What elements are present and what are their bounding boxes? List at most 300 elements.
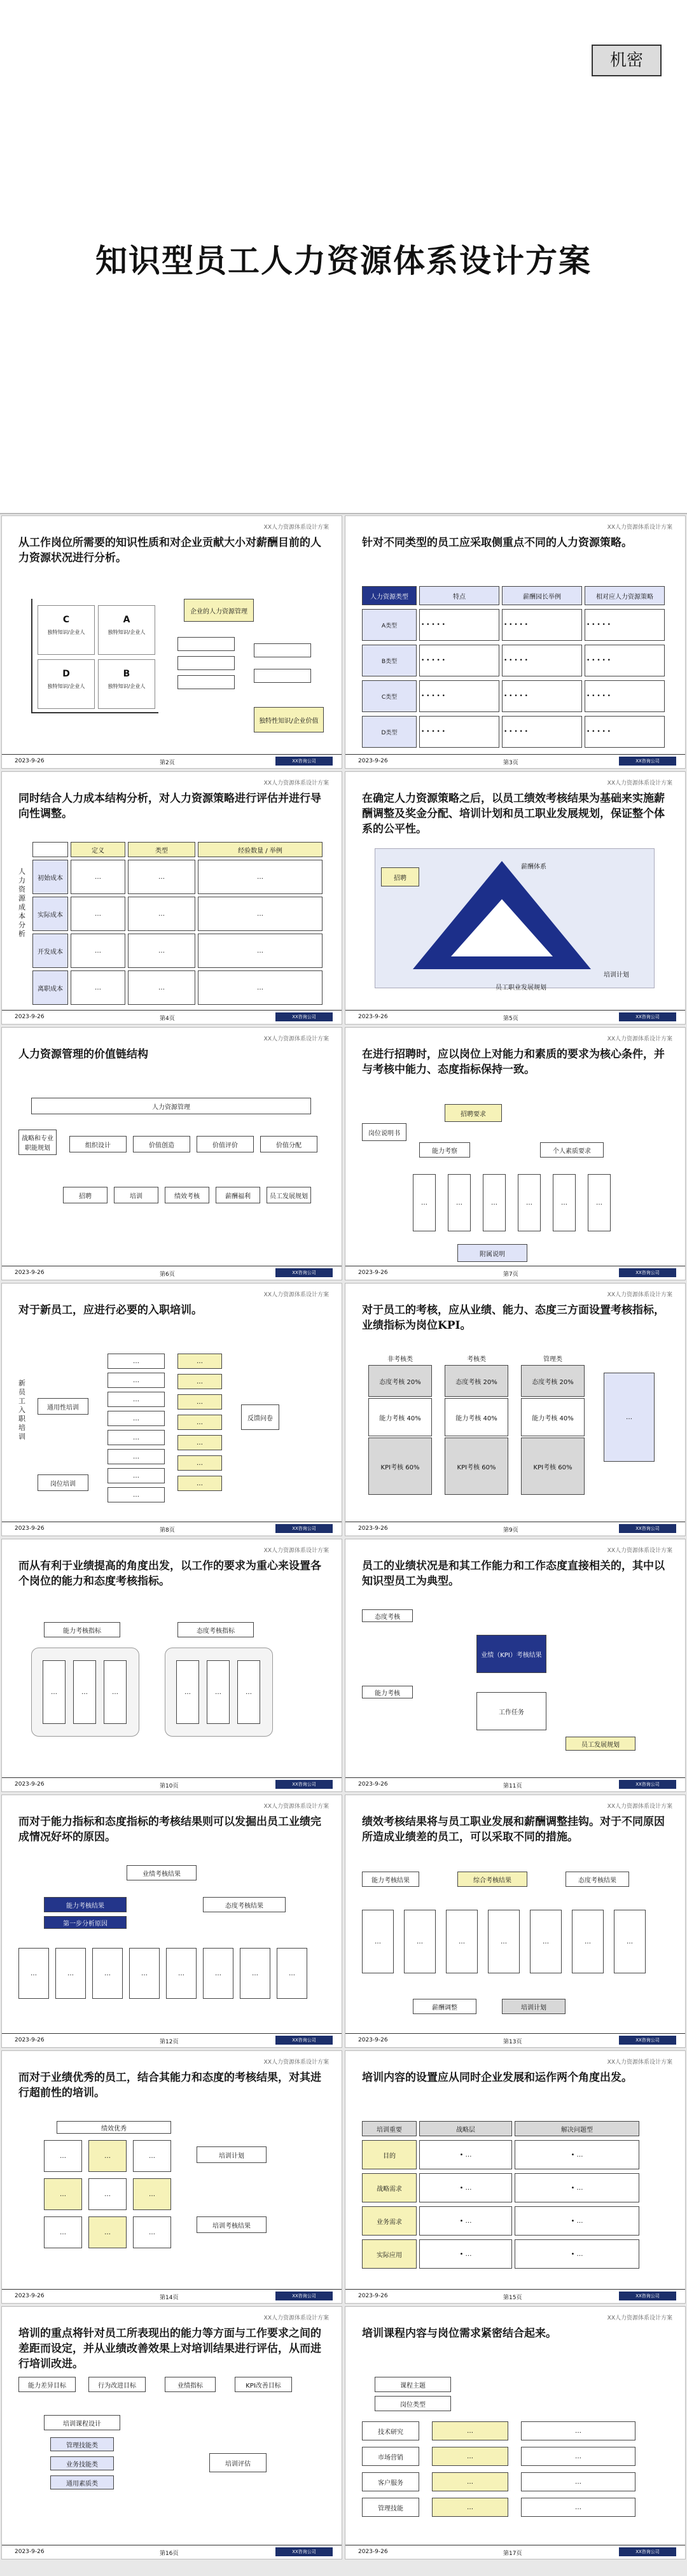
table-cell: • • • • •: [502, 716, 582, 748]
company-logo: XX咨询公司: [619, 1012, 676, 1021]
matrix-cell: …: [44, 2178, 82, 2210]
slide-heading: 培训内容的设置应从同时企业发展和运作两个角度出发。: [362, 2071, 632, 2084]
attitude-block: 态度考核 20%: [368, 1365, 432, 1397]
slide-page: [1, 771, 342, 1025]
slide-footer: [345, 1777, 685, 1791]
slide-body: [362, 1609, 672, 1772]
factor-box: …: [240, 1948, 270, 1999]
slide-heading: 培训的重点将针对员工所表现出的能力等方面与工作要求之间的差距而设定，并从业绩改善效果上对培训结果进行评估，从而进行培训改进。: [18, 2327, 321, 2370]
table-cell: D类型: [362, 716, 417, 748]
table-cell: • • • • •: [585, 609, 665, 641]
table-header: 人力资源类型: [362, 586, 417, 605]
role-box: 管理技能: [362, 2498, 419, 2517]
attitude-block: 态度考核 20%: [445, 1365, 508, 1397]
slide-heading: 对于新员工，应进行必要的入职培训。: [18, 1304, 202, 1317]
slide-footer: [345, 2289, 685, 2303]
ability-block: 能力考核 40%: [445, 1398, 508, 1436]
slide-page-number: 第12页: [160, 2039, 179, 2045]
diagram-box: [254, 643, 311, 657]
topic-box: …: [108, 1449, 165, 1464]
slide-footer: [2, 2289, 342, 2303]
table-header: 定义: [71, 842, 125, 857]
diagram-box: [254, 669, 311, 683]
slide-page: [1, 1795, 342, 2048]
slide-tag: XX人力资源体系设计方案: [607, 2059, 672, 2066]
recruit-box: 招聘: [381, 867, 419, 886]
company-logo: XX咨询公司: [275, 757, 333, 766]
detail-box: …: [521, 2421, 635, 2440]
slide-body: [362, 1354, 672, 1516]
triangle-label: 薪酬体系: [521, 864, 546, 871]
role-header: 岗位类型: [375, 2396, 451, 2411]
measure-box: …: [446, 1910, 478, 1973]
matrix-cell: …: [44, 2140, 82, 2172]
quadrant-letter: A: [123, 615, 130, 625]
slide-heading: 在进行招聘时，应以岗位上对能力和素质的要求为核心条件，并与考核中能力、态度指标保持一致。: [362, 1048, 665, 1076]
table-cell: • • • • •: [502, 609, 582, 641]
slide-footer: [345, 1266, 685, 1280]
indicator-box: …: [104, 1660, 127, 1724]
category-box: 管理技能类: [50, 2437, 114, 2451]
slide-page: [345, 1283, 686, 1536]
table-cell: • • • • •: [419, 716, 499, 748]
slide-body: [362, 842, 672, 1005]
slide-heading: 绩效考核结果将与员工职业发展和薪酬调整挂钩。对于不同原因所造成业绩差的员工，可以采取不同的措施。: [362, 1816, 665, 1844]
company-logo: XX咨询公司: [275, 2036, 333, 2045]
factor-box: …: [55, 1948, 86, 1999]
table-cell: • …: [419, 2140, 512, 2169]
table-cell: …: [198, 934, 323, 968]
factor-box: …: [92, 1948, 123, 1999]
ability-box: 能力考察: [419, 1142, 470, 1158]
company-logo: XX咨询公司: [275, 2292, 333, 2300]
table-header: 类型: [128, 842, 195, 857]
table-cell: …: [128, 897, 195, 931]
measure-box: …: [362, 1910, 394, 1973]
table-cell: 实际应用: [362, 2239, 417, 2269]
company-logo: XX咨询公司: [619, 2036, 676, 2045]
table-cell: 目的: [362, 2140, 417, 2169]
quadrant-label: 独特知识/企业人: [47, 629, 85, 635]
quadrant-label: 独特知识/企业人: [108, 629, 146, 635]
table-header: 解决问题型: [515, 2121, 639, 2136]
quadrant-letter: D: [62, 669, 70, 679]
slide-date: 2023-9-26: [15, 2293, 45, 2299]
slide-page-number: 第4页: [160, 1016, 175, 1022]
column-label: 非考核类: [387, 1356, 413, 1363]
slide-heading: 同时结合人力成本结构分析，对人力资源策略进行评估并进行导向性调整。: [18, 792, 321, 820]
slide-body: [362, 2121, 672, 2284]
content-box: …: [177, 1394, 222, 1410]
indicator-box: …: [176, 1660, 199, 1724]
slide-body: [362, 586, 672, 749]
table-cell: • …: [515, 2239, 639, 2269]
matrix-cell: …: [88, 2216, 127, 2248]
slide-footer: [2, 1522, 342, 1536]
indicator-box: …: [73, 1660, 96, 1724]
table-cell: …: [128, 934, 195, 968]
quality-box: 个人素质要求: [540, 1142, 604, 1158]
table-cell: …: [71, 897, 125, 931]
quadrant-label: 独特知识/企业人: [47, 683, 85, 689]
slide-tag: XX人力资源体系设计方案: [607, 1803, 672, 1810]
attitude-result: 态度考核结果: [566, 1872, 629, 1887]
content-box: …: [177, 1415, 222, 1430]
matrix-cell: …: [133, 2216, 171, 2248]
slide-body: [18, 2121, 329, 2284]
slide-page: [1, 2050, 342, 2304]
general-training: 通用性培训: [38, 1398, 88, 1415]
indicator-box: …: [237, 1660, 260, 1724]
slide-footer: [2, 2033, 342, 2047]
slide-footer: [345, 1010, 685, 1024]
measure-box: …: [572, 1910, 604, 1973]
table-cell: • • • • •: [585, 716, 665, 748]
matrix-cell: …: [88, 2178, 127, 2210]
slide-heading: 针对不同类型的员工应采取侧重点不同的人力资源策略。: [362, 536, 632, 549]
table-cell: • • • • •: [585, 680, 665, 712]
kpi-block: KPI考核 60%: [445, 1438, 508, 1495]
role-box: 技术研究: [362, 2421, 419, 2440]
slide-heading: 培训课程内容与岗位需求紧密结合起来。: [362, 2327, 557, 2340]
slide-page-number: 第9页: [503, 1527, 518, 1534]
slide-date: 2023-9-26: [358, 1525, 388, 1532]
table-cell: • • • • •: [585, 645, 665, 676]
development-box: 员工发展规划: [566, 1737, 635, 1751]
table-cell: 实际成本: [32, 897, 68, 931]
slide-date: 2023-9-26: [15, 758, 45, 764]
slide-page-number: 第17页: [503, 2551, 522, 2557]
table-cell: …: [71, 970, 125, 1005]
table-cell: • …: [515, 2173, 639, 2202]
content-box: …: [177, 1374, 222, 1389]
result-box: 培训考核结果: [197, 2216, 267, 2233]
strategy-box: 战略和专业职能规划: [18, 1130, 57, 1155]
topic-box: …: [108, 1354, 165, 1369]
table-cell: 初始成本: [32, 860, 68, 894]
slide-heading: 人力资源管理的价值链结构: [18, 1048, 148, 1061]
slide-page-number: 第16页: [160, 2551, 179, 2557]
attitude-indicators: 态度考核指标: [177, 1622, 254, 1637]
slide-heading: 员工的业绩状况是和其工作能力和工作态度直接相关的，其中以知识型员工为典型。: [362, 1560, 665, 1588]
table-cell: • • • • •: [502, 680, 582, 712]
attitude-label: 态度考核: [362, 1609, 413, 1622]
slide-date: 2023-9-26: [15, 1270, 45, 1276]
category-box: 通用素质类: [50, 2475, 114, 2489]
kpi-block: KPI考核 60%: [521, 1438, 585, 1495]
slide-page-number: 第6页: [160, 1271, 175, 1278]
slide-tag: XX人力资源体系设计方案: [263, 1803, 329, 1810]
slide-body: [18, 1098, 329, 1261]
ability-block: 能力考核 40%: [521, 1398, 585, 1436]
triangle-label: 员工职业发展规划: [496, 984, 546, 991]
course-box: …: [432, 2498, 508, 2517]
slide-date: 2023-9-26: [358, 758, 388, 764]
slide-page-number: 第10页: [160, 1783, 179, 1789]
slide-page-number: 第15页: [503, 2295, 522, 2301]
table-header: 相对应人力资源策略: [585, 586, 665, 605]
company-logo: XX咨询公司: [275, 1268, 333, 1277]
vertical-label: 新员工入职培训: [18, 1379, 25, 1441]
matrix-cell: …: [133, 2178, 171, 2210]
company-logo: XX咨询公司: [619, 2292, 676, 2300]
slide-page: [1, 1283, 342, 1536]
slide-date: 2023-9-26: [358, 2549, 388, 2555]
slide-heading: 从工作岗位所需要的知识性质和对企业贡献大小对薪酬目前的人力资源状况进行分析。: [18, 536, 321, 564]
slide-heading: 而对于能力指标和态度指标的考核结果则可以发掘出员工业绩完成情况好坏的原因。: [18, 1816, 321, 1844]
quadrant-letter: B: [123, 669, 130, 679]
ability-indicators: 能力考核指标: [44, 1622, 120, 1637]
cover-page: [0, 0, 687, 514]
slide-heading: 而从有利于业绩提高的角度出发，以工作的要求为重心来设置各个岗位的能力和态度考核指标。: [18, 1560, 321, 1588]
slide-page: [345, 2050, 686, 2304]
slide-date: 2023-9-26: [15, 1525, 45, 1532]
slide-date: 2023-9-26: [15, 1014, 45, 1020]
indicator-box: …: [207, 1660, 230, 1724]
slide-heading: 而对于业绩优秀的员工，结合其能力和态度的考核结果，对其进行超前性的培训。: [18, 2071, 321, 2099]
table-cell: …: [71, 860, 125, 894]
factor-box: …: [166, 1948, 197, 1999]
content-box: …: [177, 1476, 222, 1491]
slide-tag: XX人力资源体系设计方案: [607, 524, 672, 531]
topic-box: …: [108, 1411, 165, 1426]
slide-date: 2023-9-26: [358, 1781, 388, 1788]
slide-heading: 对于员工的考核，应从业绩、能力、态度三方面设置考核指标，业绩指标为岗位KPI。: [362, 1304, 665, 1332]
table-cell: B类型: [362, 645, 417, 676]
category-box: 业务技能类: [50, 2456, 114, 2470]
table-cell: …: [198, 860, 323, 894]
task-box: 工作任务: [476, 1692, 546, 1730]
table-cell: …: [198, 970, 323, 1005]
slide-body: [18, 2377, 329, 2540]
note-box: 附属说明: [457, 1244, 527, 1262]
company-logo: XX咨询公司: [619, 757, 676, 766]
slide-heading: 在确定人力资源策略之后，以员工绩效考核结果为基础来实施薪酬调整及奖金分配、培训计划和员工职业发展规划，保证整个体系的公平性。: [362, 792, 665, 836]
slide-tag: XX人力资源体系设计方案: [263, 1548, 329, 1554]
side-label: 人力资源成本分析: [18, 867, 25, 938]
slide-page-number: 第11页: [503, 1783, 522, 1789]
slide-tag: XX人力资源体系设计方案: [263, 1036, 329, 1042]
topic-box: …: [108, 1487, 165, 1502]
ability-label: 能力考核: [362, 1686, 413, 1698]
training-box: 培训计划: [502, 1999, 566, 2014]
table-cell: • …: [419, 2173, 512, 2202]
ability-block: 能力考核 40%: [368, 1398, 432, 1436]
chain-step: 价值评价: [197, 1136, 254, 1152]
slide-tag: XX人力资源体系设计方案: [263, 2059, 329, 2066]
course-box: …: [432, 2421, 508, 2440]
quadrant-cell: [98, 605, 155, 655]
function-box: 员工发展规划: [267, 1187, 311, 1203]
table-header: 薪酬园长举例: [502, 586, 582, 605]
composite-result: 综合考核结果: [457, 1872, 527, 1887]
start-box: 岗位说明书: [362, 1123, 406, 1141]
company-logo: XX咨询公司: [275, 1012, 333, 1021]
topic-header: 课程主题: [375, 2377, 451, 2392]
table-cell: …: [128, 970, 195, 1005]
detail-box: …: [521, 2498, 635, 2517]
confidential-stamp: 机密: [592, 45, 662, 76]
requirement-box: 招聘要求: [445, 1104, 502, 1122]
detail-box: …: [521, 2447, 635, 2466]
factor-box: …: [203, 1948, 233, 1999]
matrix-cell: …: [133, 2140, 171, 2172]
slide-body: [18, 1609, 329, 1772]
detail-box: …: [521, 2472, 635, 2491]
slide-tag: XX人力资源体系设计方案: [263, 780, 329, 787]
slide-tag: XX人力资源体系设计方案: [607, 2315, 672, 2321]
function-box: 招聘: [63, 1187, 108, 1203]
slide-page-number: 第14页: [160, 2295, 179, 2301]
slide-footer: [2, 1010, 342, 1024]
slide-footer: [2, 2545, 342, 2559]
slide-tag: XX人力资源体系设计方案: [263, 524, 329, 531]
role-box: 客户服务: [362, 2472, 419, 2491]
attitude-block: 态度考核 20%: [521, 1365, 585, 1397]
slide-footer: [2, 1266, 342, 1280]
slide-body: [362, 1865, 672, 2028]
table-cell: • …: [419, 2239, 512, 2269]
company-logo: XX咨询公司: [619, 1780, 676, 1789]
slide-footer: [2, 754, 342, 768]
analysis-step: 第一步分析原因: [44, 1916, 127, 1929]
table-header: 战略层: [419, 2121, 512, 2136]
slide-body: [18, 842, 329, 1005]
table-cell: • • • • •: [502, 645, 582, 676]
detail-box: …: [413, 1174, 436, 1231]
column-label: 考核类: [467, 1356, 486, 1363]
factor-box: …: [18, 1948, 49, 1999]
slide-body: [18, 1354, 329, 1516]
gap-box: 能力差异目标: [18, 2377, 76, 2392]
course-design: 培训课程设计: [44, 2415, 120, 2430]
quadrant-label: 独特知识/企业人: [108, 683, 146, 689]
table-cell: • • • • •: [419, 609, 499, 641]
slide-body: [18, 586, 329, 749]
slide-footer: [345, 1522, 685, 1536]
slide-tag: XX人力资源体系设计方案: [607, 1548, 672, 1554]
table-header: 经验数量 / 举例: [198, 842, 323, 857]
slide-page-number: 第5页: [503, 1016, 518, 1022]
function-box: 培训: [114, 1187, 158, 1203]
slide-page: [1, 515, 342, 769]
kpi-box: KPI改善目标: [235, 2377, 292, 2392]
detail-box: …: [483, 1174, 506, 1231]
detail-box: …: [588, 1174, 611, 1231]
measure-box: …: [404, 1910, 436, 1973]
matrix-cell: …: [44, 2216, 82, 2248]
measure-box: …: [488, 1910, 520, 1973]
slide-page: [345, 1795, 686, 2048]
chain-step: 价值分配: [260, 1136, 317, 1152]
slide-footer: [345, 2033, 685, 2047]
slide-footer: [2, 1777, 342, 1791]
column-label: 管理类: [543, 1356, 562, 1363]
quadrant-letter: C: [62, 615, 70, 625]
ability-result: 能力考核结果: [44, 1897, 127, 1912]
factor-box: …: [277, 1948, 307, 1999]
company-logo: XX咨询公司: [275, 1780, 333, 1789]
slide-date: 2023-9-26: [15, 2549, 45, 2555]
topic-box: …: [108, 1430, 165, 1445]
slide-page-number: 第7页: [503, 1271, 518, 1278]
slide-page: [1, 1539, 342, 1792]
table-cell: …: [198, 897, 323, 931]
diagram-box: [177, 637, 235, 651]
table-cell: • …: [515, 2206, 639, 2236]
table-cell: 战略需求: [362, 2173, 417, 2202]
attitude-result: 态度考核结果: [203, 1897, 286, 1912]
callout-box: 独特性知识/企业价值: [254, 707, 324, 732]
detail-box: …: [448, 1174, 471, 1231]
triangle-label: 培训计划: [604, 972, 629, 979]
note-box: …: [604, 1373, 655, 1462]
slide-page-number: 第3页: [503, 760, 518, 766]
slide-date: 2023-9-26: [358, 1014, 388, 1020]
slide-footer: [345, 2545, 685, 2559]
slide-page: [345, 2306, 686, 2559]
ability-result: 能力考核结果: [362, 1872, 419, 1887]
table-cell: 离职成本: [32, 970, 68, 1005]
quadrant-cell: [38, 659, 95, 709]
detail-box: …: [518, 1174, 541, 1231]
slide-page-number: 第8页: [160, 1527, 175, 1534]
course-box: …: [432, 2472, 508, 2491]
table-cell: …: [128, 860, 195, 894]
slide-page: [1, 2306, 342, 2559]
kpi-block: KPI考核 60%: [368, 1438, 432, 1495]
kpi-result: 业绩（KPI）考核结果: [476, 1635, 546, 1673]
table-cell: 业务需求: [362, 2206, 417, 2236]
triangle-label: 绩效考核: [492, 934, 518, 941]
slide-tag: XX人力资源体系设计方案: [607, 1292, 672, 1298]
diagram-box: [177, 675, 235, 689]
salary-box: 薪酬调整: [413, 1999, 476, 2014]
table-cell: • • • • •: [419, 645, 499, 676]
slide-page: [345, 515, 686, 769]
slide-tag: XX人力资源体系设计方案: [607, 780, 672, 787]
function-box: 绩效考核: [165, 1187, 209, 1203]
evaluation-box: 培训评估: [209, 2453, 267, 2472]
course-box: …: [432, 2447, 508, 2466]
slide-date: 2023-9-26: [15, 2037, 45, 2043]
factor-box: …: [129, 1948, 160, 1999]
content-box: …: [177, 1455, 222, 1471]
table-cell: A类型: [362, 609, 417, 641]
plan-box: 培训计划: [197, 2146, 267, 2163]
slide-page-number: 第2页: [160, 760, 175, 766]
slide-date: 2023-9-26: [15, 1781, 45, 1788]
table-header: [32, 842, 68, 857]
table-cell: • …: [419, 2206, 512, 2236]
topic-box: …: [108, 1468, 165, 1483]
content-box: …: [177, 1354, 222, 1369]
measure-box: …: [614, 1910, 646, 1973]
chain-step: 价值创造: [133, 1136, 190, 1152]
indicator-box: 业绩指标: [165, 2377, 216, 2392]
survey-box: 反馈问卷: [241, 1404, 279, 1430]
diagram-box: [177, 656, 235, 670]
topic-box: …: [108, 1392, 165, 1407]
company-logo: XX咨询公司: [619, 2547, 676, 2556]
company-logo: XX咨询公司: [275, 1524, 333, 1533]
slide-date: 2023-9-26: [358, 2037, 388, 2043]
table-cell: C类型: [362, 680, 417, 712]
quadrant-cell: [98, 659, 155, 709]
topic-box: …: [108, 1373, 165, 1388]
slide-date: 2023-9-26: [358, 1270, 388, 1276]
matrix-cell: …: [88, 2140, 127, 2172]
